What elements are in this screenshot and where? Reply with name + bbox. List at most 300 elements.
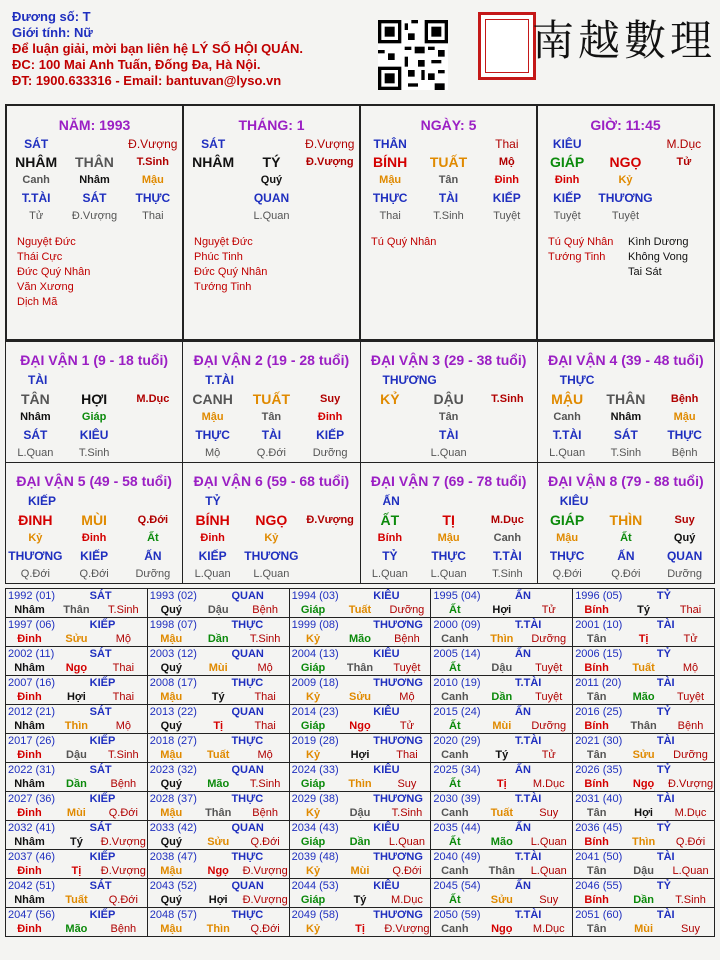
pillar-month xyxy=(183,105,360,340)
qr-code-icon xyxy=(378,20,448,90)
year-label: 2018 (27) xyxy=(149,735,197,747)
year-god: THỰC xyxy=(231,735,264,747)
year-phase: Đ.Vượng xyxy=(667,778,714,790)
year-cell xyxy=(573,879,715,908)
pillar-god: SÁT xyxy=(24,137,49,151)
year-cell xyxy=(147,908,289,937)
dai-van-title: ĐẠI VẬN 7 (69 - 78 tuổi) xyxy=(370,473,527,489)
star-item: Nguyệt Đức xyxy=(17,236,76,248)
hidden-stem: Tân xyxy=(261,411,282,423)
year-label: 2046 (55) xyxy=(575,880,623,892)
dai-van-cell xyxy=(6,463,183,584)
year-stem: Quý xyxy=(160,778,182,790)
dai-van-cell xyxy=(6,342,183,463)
year-phase: Tuyệt xyxy=(393,662,421,674)
year-stem: Giáp xyxy=(300,778,326,790)
year-cell xyxy=(147,879,289,908)
year-phase: Thai xyxy=(679,604,702,616)
year-branch: Mão xyxy=(349,633,371,645)
hidden-phase: Tuyệt xyxy=(553,210,581,222)
year-stem: Tân xyxy=(586,633,607,645)
year-branch: Mão xyxy=(65,923,88,935)
year-cell xyxy=(431,705,573,734)
year-god: THƯƠNG xyxy=(373,851,423,863)
year-phase: Thai xyxy=(112,662,135,674)
year-god: THỰC xyxy=(231,793,264,805)
year-god: SÁT xyxy=(89,648,112,660)
hidden-phase: Q.Đới xyxy=(256,447,286,459)
year-stem: Tân xyxy=(586,807,607,819)
year-label: 2003 (12) xyxy=(149,648,197,660)
year-branch: Dần xyxy=(633,894,654,906)
year-label: 2025 (34) xyxy=(433,764,481,776)
year-phase: Tử xyxy=(399,720,414,732)
hidden-stem: Mậu xyxy=(673,411,696,423)
hidden-god: THỰC xyxy=(667,428,702,442)
year-stem: Đinh xyxy=(17,633,42,645)
year-label: 2041 (50) xyxy=(575,851,623,863)
year-stem: Kỷ xyxy=(306,691,321,703)
dai-van-phase: Đ.Vượng xyxy=(306,514,354,526)
dai-van-phase: Suy xyxy=(674,514,695,526)
year-stem: Giáp xyxy=(300,836,326,848)
year-phase: T.Sinh xyxy=(249,633,281,645)
year-cell xyxy=(289,676,431,705)
year-cell xyxy=(147,821,289,850)
year-label: 2000 (09) xyxy=(433,619,481,631)
dai-van-god: THỰC xyxy=(559,373,595,387)
year-cell xyxy=(289,618,431,647)
year-cell xyxy=(6,850,148,879)
dai-van-stem: CANH xyxy=(192,391,233,407)
dai-van-stem: ĐINH xyxy=(18,512,53,528)
year-stem: Giáp xyxy=(300,720,326,732)
hidden-god: TÀI xyxy=(261,428,282,442)
year-branch: Mão xyxy=(632,691,655,703)
hidden-god: THỰC xyxy=(431,549,466,563)
year-branch: Mùi xyxy=(208,662,228,674)
phone-email-line: ĐT: 1900.633316 - Email: bantuvan@lyso.vn xyxy=(12,73,282,88)
hidden-stem: Ất xyxy=(147,532,159,544)
star-item: Không Vong xyxy=(628,251,688,263)
year-god: SÁT xyxy=(89,880,112,892)
dai-van-phase: T.Sinh xyxy=(491,393,524,405)
star-item: Kình Dương xyxy=(628,236,689,248)
year-phase: Đ.Vượng xyxy=(242,865,288,877)
pillar-year xyxy=(6,105,183,340)
dai-van-stem: GIÁP xyxy=(550,512,585,528)
dai-van-branch: TUẤT xyxy=(252,391,291,407)
year-cell xyxy=(6,676,148,705)
year-cell xyxy=(573,647,715,676)
year-branch: Thìn xyxy=(348,778,372,790)
year-branch: Sửu xyxy=(65,633,88,645)
year-stem: Kỷ xyxy=(306,865,321,877)
year-branch: Tị xyxy=(355,923,365,935)
year-branch: Mão xyxy=(207,778,230,790)
hidden-phase: Dưỡng xyxy=(667,568,702,580)
dai-van-branch: THÂN xyxy=(606,391,646,407)
year-branch: Tý xyxy=(353,894,367,906)
year-god: KIẾP xyxy=(89,793,116,805)
year-phase: Dưỡng xyxy=(673,749,708,761)
year-cell xyxy=(147,647,289,676)
pillar-hour xyxy=(537,105,714,340)
year-cell xyxy=(147,705,289,734)
year-label: 2044 (53) xyxy=(291,880,339,892)
year-label: 2035 (44) xyxy=(433,822,481,834)
year-branch: Tuất xyxy=(348,604,372,616)
hidden-stem: Mậu xyxy=(556,532,579,544)
hidden-god: SÁT xyxy=(82,191,107,205)
hidden-phase: Tử xyxy=(29,210,44,222)
red-seal-stamp-icon xyxy=(478,12,536,80)
year-stem: Quý xyxy=(160,720,182,732)
year-god: KIÊU xyxy=(373,706,400,718)
year-stem: Quý xyxy=(160,894,182,906)
year-stem: Tân xyxy=(586,749,607,761)
year-branch: Thìn xyxy=(64,720,89,732)
hidden-phase: L.Quan xyxy=(371,568,408,580)
year-cell xyxy=(6,821,148,850)
dai-van-title: ĐẠI VẬN 4 (39 - 48 tuổi) xyxy=(548,352,704,368)
star-item: Tú Quý Nhân xyxy=(371,236,437,248)
year-branch: Hợi xyxy=(350,749,370,761)
year-label: 1996 (05) xyxy=(575,590,623,602)
dai-van-phase: Suy xyxy=(320,393,341,405)
year-phase: T.Sinh xyxy=(108,749,139,761)
year-phase: Đ.Vượng xyxy=(242,894,288,906)
hidden-phase: Thai xyxy=(142,210,164,222)
year-stem: Tân xyxy=(586,865,607,877)
year-phase: Bệnh xyxy=(110,923,137,935)
year-label: 2011 (20) xyxy=(575,677,622,689)
year-stem: Mậu xyxy=(160,807,183,819)
dai-van-title: ĐẠI VẬN 3 (29 - 38 tuổi) xyxy=(370,352,527,368)
four-pillars-table xyxy=(5,104,715,341)
pillar-title: NĂM: 1993 xyxy=(58,117,131,133)
year-label: 2042 (51) xyxy=(8,880,56,892)
year-cell xyxy=(573,792,715,821)
hidden-god: THỰC xyxy=(549,549,585,563)
year-label: 2021 (30) xyxy=(575,735,623,747)
year-label: 2013 (22) xyxy=(149,706,197,718)
year-stem: Canh xyxy=(441,807,469,819)
year-phase: M.Dục xyxy=(674,807,707,819)
year-phase: Suy xyxy=(539,807,559,819)
year-god: T.TÀI xyxy=(515,851,542,863)
hidden-stem: Mậu xyxy=(437,532,460,544)
year-label: 2039 (48) xyxy=(291,851,339,863)
year-label: 1995 (04) xyxy=(433,590,481,602)
hidden-god: T.TÀI xyxy=(493,549,522,563)
year-cell xyxy=(573,705,715,734)
year-phase: Q.Đới xyxy=(250,923,280,935)
hidden-god: KIẾP xyxy=(198,549,227,563)
hidden-god: ẤN xyxy=(617,549,635,563)
year-branch: Tuất xyxy=(207,749,230,761)
year-branch: Thìn xyxy=(490,633,514,645)
hidden-god: THỰC xyxy=(372,191,408,205)
year-cell xyxy=(147,763,289,792)
year-stem: Quý xyxy=(160,662,182,674)
year-cell xyxy=(573,676,715,705)
year-cell xyxy=(573,908,715,937)
year-label: 2043 (52) xyxy=(149,880,197,892)
year-label: 1997 (06) xyxy=(8,619,56,631)
year-branch: Ngọ xyxy=(65,662,88,674)
star-item: Đức Quý Nhân xyxy=(194,266,268,278)
hidden-phase: Tuyệt xyxy=(611,210,640,222)
year-branch: Thân xyxy=(63,604,90,616)
year-branch: Sửu xyxy=(348,691,372,703)
year-god: KIÊU xyxy=(373,648,400,660)
year-label: 1998 (07) xyxy=(149,619,197,631)
year-phase: L.Quan xyxy=(530,865,567,877)
dai-van-table xyxy=(5,341,715,584)
year-branch: Tị xyxy=(638,633,649,645)
year-cell xyxy=(573,821,715,850)
dai-van-stem: MẬU xyxy=(551,391,584,407)
star-item: Phúc Tinh xyxy=(194,251,243,263)
year-stem: Canh xyxy=(441,749,469,761)
year-god: TÀI xyxy=(656,619,675,631)
hidden-phase: L.Quan xyxy=(430,568,467,580)
year-god: QUAN xyxy=(231,822,264,834)
year-phase: Đ.Vượng xyxy=(100,865,146,877)
year-label: 1993 (02) xyxy=(149,590,197,602)
year-god: TỶ xyxy=(656,764,671,776)
year-phase: L.Quan xyxy=(388,836,425,848)
hidden-stem: Tân xyxy=(438,411,459,423)
year-branch: Mão xyxy=(490,836,513,848)
year-branch: Thân xyxy=(205,807,232,819)
year-label: 2016 (25) xyxy=(575,706,623,718)
pillar-stem: NHÂM xyxy=(192,154,235,170)
year-label: 2020 (29) xyxy=(433,735,481,747)
hidden-god: TÀI xyxy=(438,191,459,205)
year-stem: Đinh xyxy=(17,865,42,877)
year-god: SÁT xyxy=(89,822,112,834)
year-phase: Mộ xyxy=(682,662,699,674)
dai-van-branch: THÌN xyxy=(609,512,643,528)
year-cell xyxy=(431,618,573,647)
year-phase: M.Dục xyxy=(532,923,565,935)
year-label: 2032 (41) xyxy=(8,822,56,834)
year-god: TỶ xyxy=(656,880,671,892)
year-label: 2001 (10) xyxy=(575,619,623,631)
hidden-stem: Giáp xyxy=(81,411,107,423)
year-stem: Tân xyxy=(586,691,607,703)
year-god: THƯƠNG xyxy=(373,909,423,921)
hidden-god: T.TÀI xyxy=(552,428,582,442)
year-stem: Canh xyxy=(441,923,469,935)
dai-van-title: ĐẠI VẬN 1 (9 - 18 tuổi) xyxy=(20,352,169,368)
year-god: ẤN xyxy=(515,648,531,660)
year-stem: Đinh xyxy=(17,691,42,703)
dai-van-branch: HỢI xyxy=(81,391,108,407)
pillar-title: THÁNG: 1 xyxy=(238,117,305,133)
year-god: KIẾP xyxy=(89,909,116,921)
year-label: 2051 (60) xyxy=(575,909,623,921)
hidden-phase: L.Quan xyxy=(549,447,586,459)
hidden-god: SÁT xyxy=(23,428,48,442)
year-phase: Bệnh xyxy=(252,807,278,819)
year-cell xyxy=(147,589,289,618)
year-stem: Mậu xyxy=(160,865,183,877)
year-god: T.TÀI xyxy=(515,909,542,921)
star-item: Văn Xương xyxy=(17,281,74,293)
year-branch: Dậu xyxy=(349,807,371,819)
year-god: KIÊU xyxy=(373,590,400,602)
hidden-stem: Ất xyxy=(620,532,632,544)
logo-text: 南越數理 xyxy=(532,16,717,65)
hidden-god: KIÊU xyxy=(79,428,109,442)
year-stem: Bính xyxy=(584,720,609,732)
hidden-stem: Kỷ xyxy=(618,174,633,186)
year-branch: Mùi xyxy=(492,720,512,732)
dai-van-god: TÀI xyxy=(28,373,48,387)
year-phase: Thai xyxy=(112,691,135,703)
hidden-god: TÀI xyxy=(438,428,459,442)
star-item: Tướng Tinh xyxy=(548,251,606,263)
year-branch: Hợi xyxy=(634,807,653,819)
year-phase: Dưỡng xyxy=(531,720,567,732)
star-item: Tú Quý Nhân xyxy=(548,236,614,248)
year-label: 1992 (01) xyxy=(8,590,56,602)
pillar-stem: NHÂM xyxy=(15,154,58,170)
hidden-stem: Mậu xyxy=(379,174,402,186)
year-stem: Bính xyxy=(584,662,609,674)
year-cell xyxy=(573,850,715,879)
year-phase: Đ.Vượng xyxy=(384,923,430,935)
year-god: T.TÀI xyxy=(515,793,542,805)
dai-van-branch: DẬU xyxy=(433,391,464,407)
year-cell xyxy=(6,879,148,908)
year-cell xyxy=(6,734,148,763)
year-cell xyxy=(147,792,289,821)
year-god: KIẾP xyxy=(89,735,116,747)
hidden-phase: T.Sinh xyxy=(433,210,464,222)
year-label: 2038 (47) xyxy=(149,851,197,863)
year-branch: Tý xyxy=(211,691,225,703)
year-phase: Bệnh xyxy=(252,604,278,616)
year-stem: Mậu xyxy=(160,691,183,703)
year-stem: Kỷ xyxy=(306,633,321,645)
year-branch: Ngọ xyxy=(491,923,513,935)
year-cell xyxy=(147,676,289,705)
year-god: QUAN xyxy=(231,706,264,718)
year-god: TÀI xyxy=(656,851,675,863)
dai-van-cell xyxy=(183,463,360,584)
year-label: 2036 (45) xyxy=(575,822,623,834)
year-branch: Ngọ xyxy=(207,865,229,877)
dai-van-cell xyxy=(537,463,714,584)
year-phase: T.Sinh xyxy=(249,778,281,790)
year-phase: Thai xyxy=(254,691,276,703)
year-god: TỶ xyxy=(656,706,671,718)
contact-line: Để luận giải, mời bạn liên hệ LÝ SỐ HỘI QUÁN. xyxy=(12,41,303,56)
dai-van-cell xyxy=(537,342,714,463)
year-label: 2002 (11) xyxy=(8,648,55,660)
year-label: 2031 (40) xyxy=(575,793,623,805)
hidden-stem: Đinh xyxy=(200,532,225,544)
hidden-god: KIẾP xyxy=(80,549,109,563)
hidden-god: THỰC xyxy=(195,428,230,442)
year-god: T.TÀI xyxy=(515,619,542,631)
hidden-stem: Quý xyxy=(260,174,283,186)
year-phase: T.Sinh xyxy=(108,604,139,616)
year-phase: Suy xyxy=(539,894,559,906)
hidden-phase: Đ.Vượng xyxy=(71,210,118,222)
year-stem: Bính xyxy=(584,778,609,790)
hidden-stem: Nhâm xyxy=(79,174,110,186)
dai-van-stem: KỶ xyxy=(380,391,400,407)
year-stem: Ất xyxy=(449,894,461,906)
year-cell xyxy=(431,792,573,821)
pillar-stem: BÍNH xyxy=(373,154,408,170)
hidden-stem: Đinh xyxy=(317,411,343,423)
dai-van-god: THƯƠNG xyxy=(382,373,437,387)
year-label: 2026 (35) xyxy=(575,764,623,776)
year-phase: Bệnh xyxy=(110,778,137,790)
pillar-god-phase: M.Dục xyxy=(666,137,702,151)
subject-gender: Giới tính: Nữ xyxy=(12,25,93,40)
year-god: KIẾP xyxy=(89,619,116,631)
year-label: 2028 (37) xyxy=(149,793,197,805)
year-label: 1999 (08) xyxy=(291,619,339,631)
year-label: 2006 (15) xyxy=(575,648,623,660)
hidden-phase: Q.Đới xyxy=(20,568,50,580)
star-item: Dịch Mã xyxy=(17,296,58,308)
year-god: TÀI xyxy=(656,793,675,805)
year-god: QUAN xyxy=(231,590,264,602)
dai-van-branch: MÙI xyxy=(81,512,107,528)
year-phase: Tuyệt xyxy=(676,691,705,703)
year-stem: Giáp xyxy=(300,894,326,906)
year-branch: Tị xyxy=(496,778,507,790)
year-cell xyxy=(289,763,431,792)
year-label: 2012 (21) xyxy=(8,706,56,718)
year-branch: Hợi xyxy=(208,894,228,906)
hidden-phase: Dưỡng xyxy=(312,447,348,459)
year-phase: Tuyệt xyxy=(535,662,563,674)
hidden-phase: L.Quan xyxy=(253,210,290,222)
hidden-stem: Kỷ xyxy=(28,532,43,544)
year-god: KIÊU xyxy=(373,880,400,892)
hidden-stem: Canh xyxy=(493,532,522,544)
dai-van-cell xyxy=(360,342,537,463)
year-branch: Dậu xyxy=(207,604,229,616)
pillar-branch-phase: Đ.Vượng xyxy=(306,156,354,168)
hidden-phase: T.Sinh xyxy=(610,447,642,459)
year-cell xyxy=(431,763,573,792)
dai-van-god: KIÊU xyxy=(559,494,589,508)
year-label: 2040 (49) xyxy=(433,851,481,863)
star-item: Tai Sát xyxy=(628,266,662,278)
year-stem: Canh xyxy=(441,633,469,645)
pillar-god: SÁT xyxy=(201,137,226,151)
year-cell xyxy=(289,792,431,821)
year-cell xyxy=(573,734,715,763)
pillar-title: GIỜ: 11:45 xyxy=(590,117,661,133)
star-list xyxy=(538,235,713,280)
year-label: 1994 (03) xyxy=(291,590,339,602)
hidden-god: THƯƠNG xyxy=(244,549,299,563)
hidden-god: KIẾP xyxy=(316,428,345,442)
year-cell xyxy=(289,879,431,908)
year-branch: Tị xyxy=(213,720,224,732)
